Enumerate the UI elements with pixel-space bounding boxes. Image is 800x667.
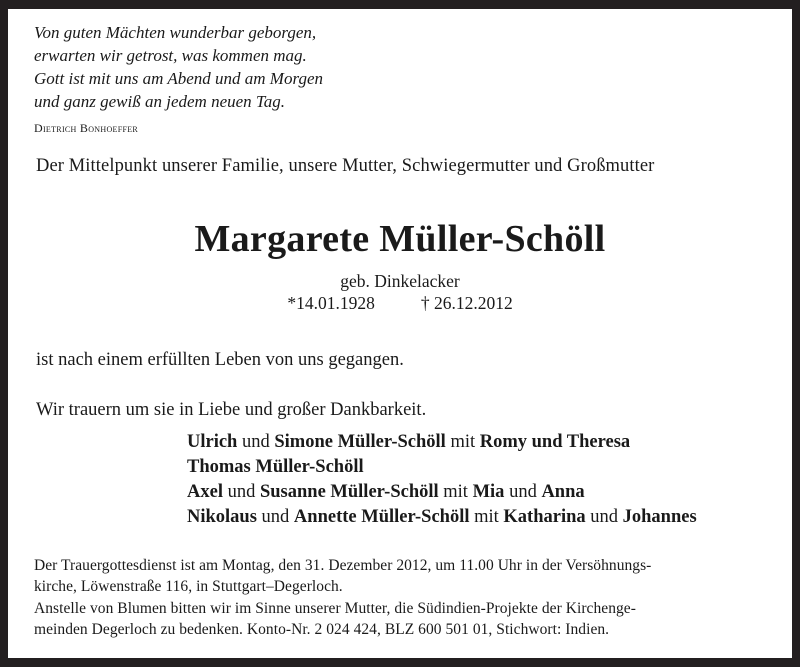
connector: und [237,432,275,452]
birth-date: *14.01.1928 [287,293,375,313]
connector: mit [438,482,473,502]
family-line [187,455,364,479]
connector: und [256,507,294,527]
life-dates [8,293,792,314]
obituary-notice [8,9,792,658]
family-name: Romy und Theresa [479,432,631,452]
quote-line: Gott ist mit uns am Abend und am Morgen [34,69,323,88]
connector: und [585,507,623,527]
deceased-name: Margarete Müller-Schöll [194,218,606,260]
birth-name: geb. Dinkelacker [340,271,460,291]
quote-line: Von guten Mächten wunderbar geborgen, [34,23,317,42]
notice-line: meinden Degerloch zu bedenken. Konto-Nr. 2 024 424, BLZ 600 501 01, Stichwort: Indien. [34,621,610,638]
connector: und [504,482,542,502]
connector: und [222,482,260,502]
connector: mit [445,432,480,452]
intro-text: Der Mittelpunkt unserer Familie, unsere Mutter, Schwiegermutter und Großmutter [36,156,655,176]
quote-author: Dietrich Bonhoeffer [34,121,139,135]
mourning-text: Wir trauern um sie in Liebe und großer Dankbarkeit. [36,400,427,420]
notice-line: Der Trauergottesdienst ist am Montag, den 31. Dezember 2012, um 11.00 Uhr in der Versöhnungs- [34,557,652,574]
connector: mit [469,507,504,527]
notice-line: kirche, Löwenstraße 116, in Stuttgart–Degerloch. [34,578,343,595]
family-name: Anna [541,482,585,502]
family-name: Simone Müller-Schöll [274,432,446,452]
family-name: Annette Müller-Schöll [293,507,470,527]
family-name: Johannes [622,507,697,527]
quote-line: erwarten wir getrost, was kommen mag. [34,46,307,65]
family-line [187,505,697,529]
family-line [187,430,630,454]
family-name: Ulrich [187,432,238,452]
family-line [187,480,585,504]
passed-text: ist nach einem erfüllten Leben von uns gegangen. [36,350,404,370]
family-name: Susanne Müller-Schöll [259,482,439,502]
quote-line: und ganz gewiß an jedem neuen Tag. [34,92,286,111]
death-date: † 26.12.2012 [420,293,513,313]
family-name: Thomas Müller-Schöll [187,457,364,477]
family-name: Katharina [503,507,586,527]
family-name: Mia [472,482,505,502]
family-name: Axel [187,482,223,502]
notice-line: Anstelle von Blumen bitten wir im Sinne unserer Mutter, die Südindien-Projekte der Kirchenge- [34,600,636,617]
family-name: Nikolaus [187,507,257,527]
